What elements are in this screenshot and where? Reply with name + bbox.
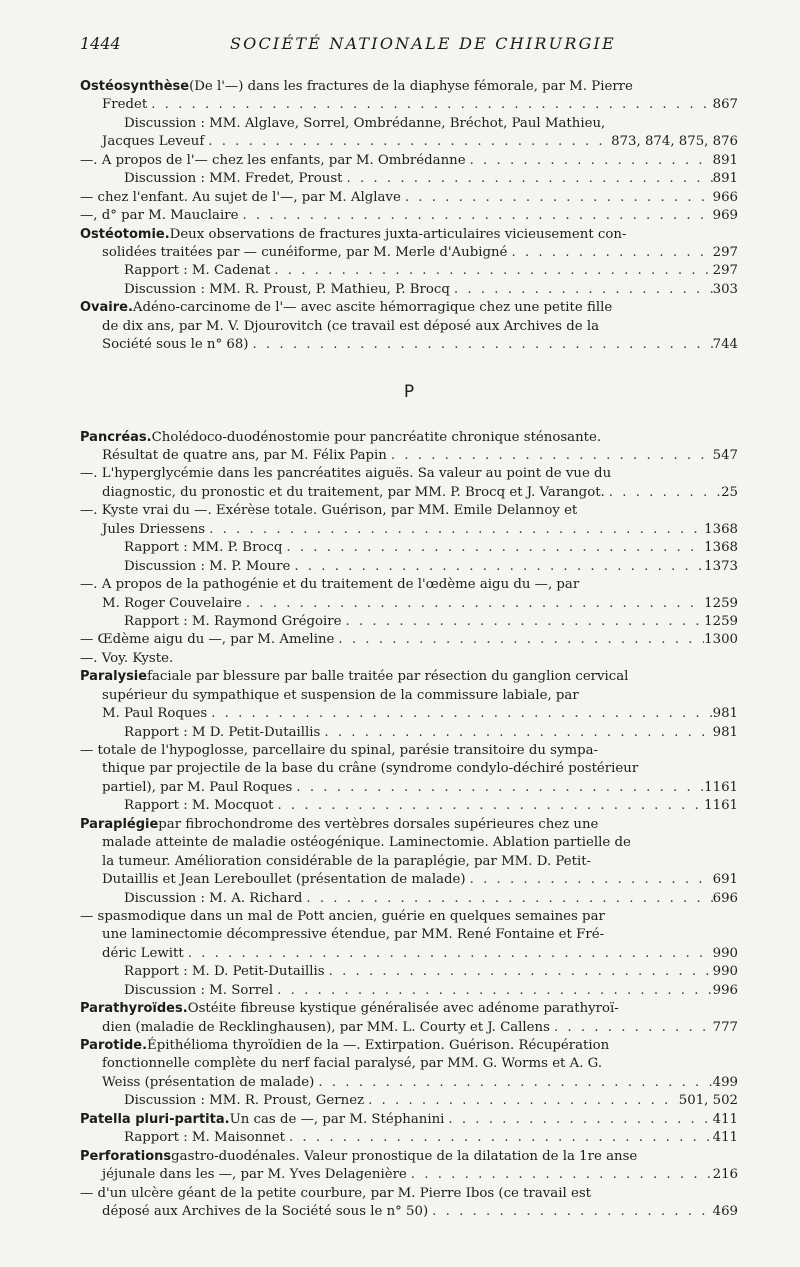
leader-dots (207, 705, 712, 723)
index-list (80, 78, 738, 1221)
page-reference: 547 (712, 448, 738, 463)
entry-text: Weiss (présentation de malade) (102, 1074, 315, 1090)
entry-text: Rapport : M D. Petit-Dutaillis (124, 724, 321, 740)
entry-text: fonctionnelle complète du nerf facial paralysé, par MM. G. Worms et A. G. (102, 1056, 603, 1072)
entry-text: supérieur du sympathique et suspension de la commissure labiale, par (102, 687, 579, 703)
index-entry-line (80, 429, 738, 447)
page-header (80, 34, 738, 60)
page-reference: 1373 (704, 558, 738, 574)
index-entry-line (80, 613, 738, 631)
entry-text: Jacques Leveuf (102, 134, 205, 150)
index-entry-line (80, 779, 738, 797)
index-entry-line (80, 1111, 738, 1129)
entry-keyword: Parotide. (80, 1038, 148, 1053)
entry-text: thique par projectile de la base du crâne (syndrome condylo-déchiré postérieur (102, 761, 639, 777)
entry-text: gastro-duodénales. Valeur pronostique de la dilatation de la 1re anse (171, 1148, 638, 1164)
index-entry-line (80, 797, 738, 815)
leader-dots (285, 1129, 713, 1147)
entry-text: M. Roger Couvelaire (102, 595, 242, 611)
entry-text: Discussion : MM. Fredet, Proust (124, 171, 343, 187)
index-entry-line (80, 908, 738, 926)
index-entry-line (80, 742, 738, 760)
page-reference: 990 (712, 945, 738, 961)
leader-dots (273, 982, 712, 1000)
page-reference: 891 (712, 171, 738, 187)
index-entry-line (80, 299, 738, 317)
leader-dots (184, 945, 713, 963)
index-entry-line (80, 631, 738, 649)
leader-dots (302, 890, 712, 908)
entry-text: jéjunale dans les —, par M. Yves Delagenière (102, 1167, 407, 1183)
section-letter: P (403, 381, 415, 402)
entry-keyword: Ovaire. (80, 300, 133, 316)
entry-keyword: Patella pluri-partita. (80, 1111, 230, 1127)
leader-dots (273, 797, 704, 815)
page-reference: 777 (712, 1019, 738, 1035)
page-reference: 501, 502 (678, 1093, 738, 1109)
index-entry-line (80, 982, 738, 1000)
leader-dots (342, 613, 705, 631)
index-entry-line (80, 226, 738, 244)
index-entry-line (80, 890, 738, 908)
index-entry-line (80, 576, 738, 594)
entry-text: Dutaillis et Jean Lereboullet (présentation de malade) (102, 872, 466, 888)
entry-text: solidées traitées par — cunéiforme, par M. Merle d'Aubigné (102, 244, 508, 260)
entry-text: de dix ans, par M. V. Djourovitch (ce travail est déposé aux Archives de la (102, 318, 600, 334)
page-reference: 216 (712, 1167, 738, 1183)
entry-text: Fredet (102, 97, 148, 113)
leader-dots (314, 1074, 712, 1092)
page-reference: 411 (712, 1111, 738, 1127)
entry-text: par fibrochondrome des vertèbres dorsales supérieures chez une (158, 816, 599, 832)
leader-dots (242, 595, 704, 613)
entry-text: — d'un ulcère géant de la petite courbure, par M. Pierre Ibos (ce travail est (80, 1185, 591, 1201)
entry-keyword: Parathyroïdes. (80, 1001, 188, 1017)
entry-keyword: Paralysie (80, 669, 148, 685)
index-entry-line (80, 318, 738, 336)
entry-text: Discussion : M. P. Moure (124, 558, 291, 574)
leader-dots (387, 447, 713, 465)
entry-text: une laminectomie décompressive étendue, par MM. René Fontaine et Fré- (102, 927, 605, 943)
index-entry-line (80, 1203, 738, 1221)
leader-dots (605, 484, 721, 502)
entry-text: Deux observations de fractures juxta-articulaires vicieusement con- (169, 226, 627, 242)
entry-text: Cholédoco-duodénostomie pour pancréatite chronique sténosante. (151, 429, 602, 445)
entry-text: Discussion : M. Sorrel (124, 982, 274, 998)
index-entry-line (80, 465, 738, 483)
index-entry-line (80, 207, 738, 225)
entry-text: Discussion : MM. R. Proust, P. Mathieu, P. Brocq (124, 281, 450, 297)
index-entry-line (80, 816, 738, 834)
entry-keyword: Paraplégie (80, 816, 159, 832)
index-entry-line (80, 115, 738, 133)
index-entry-line (80, 539, 738, 557)
page-reference: 966 (712, 189, 738, 205)
entry-text: Discussion : MM. Alglave, Sorrel, Ombrédanne, Bréchot, Paul Mathieu, (124, 115, 606, 131)
entry-text: —. A propos de la pathogénie et du traitement de l'œdème aigu du —, par (80, 577, 580, 593)
index-entry-line (80, 170, 738, 188)
page-reference: 981 (712, 724, 738, 740)
leader-dots (205, 521, 704, 539)
leader-dots (407, 1166, 713, 1184)
page-reference: 1161 (704, 779, 738, 795)
page-reference: 411 (712, 1130, 738, 1146)
index-entry-line (80, 687, 738, 705)
leader-dots (364, 1092, 679, 1110)
entry-text: diagnostic, du pronostic et du traitement, par MM. P. Brocq et J. Varangot. (102, 484, 605, 500)
index-entry-line (80, 133, 738, 151)
index-entry-line (80, 1129, 738, 1147)
entry-text: déposé aux Archives de la Société sous le n° 50) (102, 1203, 429, 1219)
index-entry-line (80, 262, 738, 280)
page-reference: 25 (721, 484, 738, 500)
page-reference: 996 (712, 982, 738, 998)
page-reference: 303 (712, 281, 738, 297)
entry-text: Discussion : M. A. Richard (124, 890, 303, 906)
page-reference: 696 (712, 890, 738, 906)
entry-text: malade atteinte de maladie ostéogénique. Laminectomie. Ablation partielle de (102, 835, 631, 851)
index-entry-line (80, 853, 738, 871)
entry-text: Rapport : MM. P. Brocq (124, 540, 283, 556)
entry-text: —. A propos de l'— chez les enfants, par M. Ombrédanne (80, 152, 466, 168)
page-reference: 1259 (704, 595, 738, 611)
entry-text: — totale de l'hypoglosse, parcellaire du spinal, parésie transitoire du sympa- (80, 743, 599, 758)
page-number: 1444 (80, 34, 121, 53)
entry-text: Discussion : MM. R. Proust, Gernez (124, 1093, 365, 1109)
index-entry-line (80, 78, 738, 96)
page-reference: 969 (712, 208, 738, 224)
index-entry-line (80, 945, 738, 963)
entry-keyword: Ostéotomie. (80, 226, 170, 242)
index-entry-line (80, 189, 738, 207)
entry-text: dien (maladie de Recklinghausen), par MM. L. Courty et J. Callens (102, 1019, 550, 1035)
leader-dots (444, 1111, 712, 1129)
index-entry-line (80, 705, 738, 723)
page-reference: 297 (712, 263, 738, 279)
page-reference: 1368 (704, 540, 738, 556)
leader-dots (343, 170, 713, 188)
page-reference: 981 (712, 706, 738, 722)
leader-dots (248, 336, 712, 354)
running-title: SOCIÉTÉ NATIONALE DE CHIRURGIE (230, 34, 616, 53)
leader-dots (282, 539, 704, 557)
leader-dots (238, 207, 712, 225)
entry-keyword: Ostéosynthèse (80, 79, 190, 94)
entry-text: — spasmodique dans un mal de Pott ancien, guérie en quelques semaines par (80, 908, 605, 924)
index-entry-line (80, 1019, 738, 1037)
leader-dots (450, 281, 713, 299)
index-entry-line (80, 152, 738, 170)
index-entry-line (80, 558, 738, 576)
page-reference: 499 (712, 1074, 738, 1090)
entry-text: Rapport : M. Cadenat (124, 263, 271, 279)
index-entry-line (80, 1055, 738, 1073)
entry-text: — Œdème aigu du —, par M. Ameline (80, 632, 335, 648)
leader-dots (320, 724, 712, 742)
page-reference: 990 (712, 964, 738, 980)
index-entry-line (80, 926, 738, 944)
entry-text: Jules Driessens (102, 521, 206, 537)
entry-text: Rapport : M. D. Petit-Dutaillis (124, 964, 325, 980)
entry-text: —. Kyste vrai du —. Exérèse totale. Guérison, par MM. Emile Delannoy et (80, 503, 578, 519)
entry-text: —, d° par M. Mauclaire (80, 208, 239, 224)
page-reference: 297 (712, 244, 738, 260)
leader-dots (204, 133, 611, 151)
index-entry-line (80, 650, 738, 668)
entry-text: la tumeur. Amélioration considérable de la paraplégie, par MM. D. Petit- (102, 853, 592, 869)
entry-text: Ostéite fibreuse kystique généralisée avec adénome parathyroï- (187, 1001, 619, 1017)
index-entry-line (80, 668, 738, 686)
leader-dots (466, 152, 713, 170)
entry-text: faciale par blessure par balle traitée par résection du ganglion cervical (147, 669, 629, 685)
index-entry-line (80, 484, 738, 502)
page-reference: 1368 (704, 521, 738, 537)
index-entry-line (80, 244, 738, 262)
index-entry-line (80, 1185, 738, 1203)
entry-keyword: Perforations (80, 1148, 172, 1164)
entry-text: déric Lewitt (102, 945, 184, 961)
entry-text: —. Voy. Kyste. (80, 650, 174, 666)
index-entry-line (80, 871, 738, 889)
index-entry-line (80, 760, 738, 778)
page-reference: 744 (712, 337, 738, 353)
entry-text: —. L'hyperglycémie dans les pancréatites aiguës. Sa valeur au point de vue du (80, 466, 612, 482)
page-reference: 469 (712, 1203, 738, 1219)
leader-dots (466, 871, 713, 889)
entry-text: Adéno-carcinome de l'— avec ascite hémorragique chez une petite fille (132, 300, 613, 316)
index-entry-line (80, 724, 738, 742)
entry-text: Épithélioma thyroïdien de la —. Extirpation. Guérison. Récupération (147, 1038, 610, 1053)
index-entry-line (80, 1074, 738, 1092)
entry-text: Rapport : M. Maisonnet (124, 1130, 285, 1146)
index-entry-line (80, 336, 738, 354)
index-entry-line (80, 521, 738, 539)
index-entry-line (80, 502, 738, 520)
index-entry-line (80, 281, 738, 299)
leader-dots (550, 1019, 713, 1037)
entry-keyword: Pancréas. (80, 429, 152, 445)
entry-text: Rapport : M. Raymond Grégoire (124, 613, 342, 629)
page-reference: 1300 (704, 632, 738, 648)
leader-dots (147, 96, 712, 114)
entry-text: Résultat de quatre ans, par M. Félix Papin (102, 448, 387, 463)
page-reference: 873, 874, 875, 876 (611, 134, 738, 150)
index-entry-line (80, 595, 738, 613)
leader-dots (428, 1203, 712, 1221)
leader-dots (292, 779, 704, 797)
entry-text: Un cas de —, par M. Stéphanini (229, 1111, 445, 1127)
page-reference: 1259 (704, 613, 738, 629)
entry-text: M. Paul Roques (102, 706, 208, 722)
index-entry-line (80, 834, 738, 852)
index-entry-line (80, 447, 738, 465)
entry-text: (De l'—) dans les fractures de la diaphyse fémorale, par M. Pierre (189, 79, 633, 94)
page-reference: 867 (712, 97, 738, 113)
leader-dots (334, 631, 704, 649)
index-entry-line (80, 1000, 738, 1018)
index-entry-line (80, 1148, 738, 1166)
leader-dots (401, 189, 713, 207)
entry-text: Rapport : M. Mocquot (124, 798, 274, 814)
leader-dots (270, 262, 712, 280)
page-reference: 891 (712, 152, 738, 168)
index-entry-line (80, 1166, 738, 1184)
entry-text: — chez l'enfant. Au sujet de l'—, par M. Alglave (80, 189, 401, 205)
index-entry-line (80, 96, 738, 114)
index-entry-line (80, 1092, 738, 1110)
entry-text: Société sous le n° 68) (102, 337, 249, 353)
leader-dots (325, 963, 713, 981)
page-reference: 1161 (704, 798, 738, 814)
entry-text: partiel), par M. Paul Roques (102, 779, 293, 795)
leader-dots (290, 558, 704, 576)
index-entry-line (80, 1037, 738, 1055)
leader-dots (507, 244, 712, 262)
page-reference: 691 (712, 872, 738, 888)
index-entry-line (80, 963, 738, 981)
